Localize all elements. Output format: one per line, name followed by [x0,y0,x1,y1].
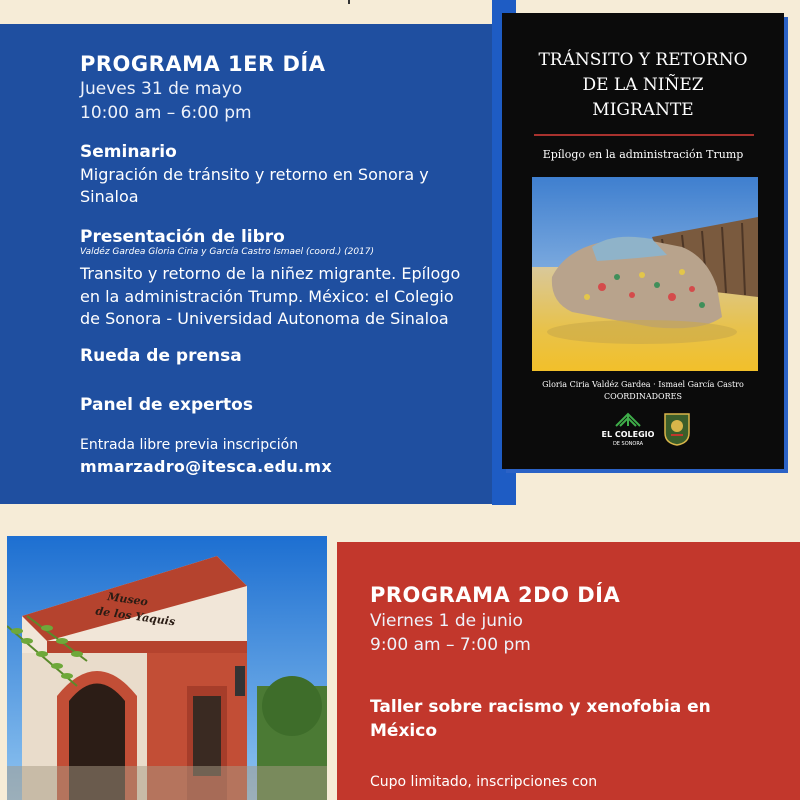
day2-heading: PROGRAMA 2DO DÍA [370,583,621,607]
museum-photo [7,536,327,800]
day2-time: 9:00 am – 7:00 pm [370,635,531,655]
colegio-sonora-logo [598,410,658,450]
press-conference: Rueda de prensa [80,346,242,366]
seminar-title: Seminario [80,142,177,162]
book-presentation-title: Presentación de libro [80,227,285,247]
limited-seats-note: Cupo limitado, inscripciones con [370,774,598,790]
book-title-rule [534,134,754,136]
logo-text-line1: EL COLEGIO [601,430,655,439]
university-seal-logo [662,411,692,447]
book-title-line1: TRÁNSITO Y RETORNO [538,50,748,70]
book-title-line3: MIGRANTE [592,100,694,120]
day2-date: Viernes 1 de junio [370,611,523,631]
seminar-text-line1: Migración de tránsito y retorno en Sonora y [80,165,429,184]
museum-sign-line2: de los Yaquis [94,604,176,629]
book-desc-line3: de Sonora - Universidad Autonoma de Sinaloa [80,309,449,328]
book-desc-line2: en la administración Trump. México: el Colegio [80,287,454,306]
top-marker [348,0,350,4]
entry-note: Entrada libre previa inscripción [80,437,299,453]
book-title-line2: DE LA NIÑEZ [582,75,704,95]
book-authors: Valdéz Gardea Gloria Ciria y García Castro Ismael (coord.) (2017) [80,247,375,257]
book-cover-role: COORDINADORES [604,392,682,401]
seminar-text-line2: Sinaloa [80,187,139,206]
day1-heading: PROGRAMA 1ER DÍA [80,52,326,76]
expert-panel: Panel de expertos [80,395,253,415]
day2-panel [337,542,800,800]
book-cover-authors: Gloria Ciria Valdéz Gardea · Ismael García Castro [542,380,744,389]
day1-time: 10:00 am – 6:00 pm [80,103,252,123]
workshop-title-line2: México [370,721,437,741]
museum-sign-line1: Museo [106,590,149,609]
logo-text-line2: DE SONORA [612,441,644,447]
workshop-title-line1: Taller sobre racismo y xenofobia en [370,697,711,717]
book-cover [502,13,784,469]
book-subtitle: Epílogo en la administración Trump [542,148,744,161]
contact-email[interactable]: mmarzadro@itesca.edu.mx [80,457,333,476]
day1-date: Jueves 31 de mayo [80,79,243,99]
book-cover-photo [532,177,758,371]
book-desc-line1: Transito y retorno de la niñez migrante. Epílogo [80,264,461,283]
